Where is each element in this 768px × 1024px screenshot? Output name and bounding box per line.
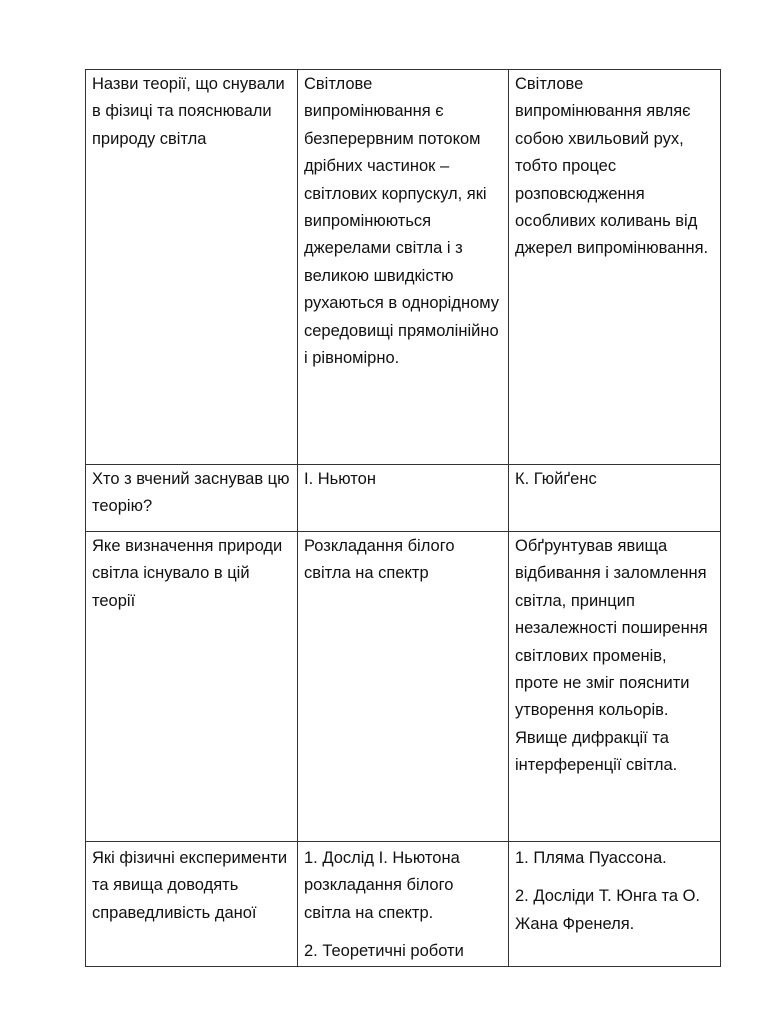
- question-cell: [86, 70, 298, 465]
- cell-paragraph: Обґрунтував явища відбивання і заломлення світла, принцип незалежності поширення світлових променів, проте не зміг пояснити утворення кольорів. Явище дифракції та інтерференції світла.: [515, 537, 708, 775]
- question-text: Яке визначення природи світла існувало в цій теорії: [92, 537, 283, 610]
- wave-theory-cell: [509, 70, 721, 465]
- question-cell: [86, 465, 298, 532]
- corpuscular-theory-cell: [298, 532, 509, 842]
- wave-theory-cell: [509, 532, 721, 842]
- cell-paragraph: Розкладання білого світла на спектр: [304, 537, 455, 583]
- question-text: Хто з вчений заснував цю теорію?: [92, 470, 290, 516]
- table-row: [86, 70, 721, 465]
- table-row: [86, 532, 721, 842]
- cell-paragraph: Світлове випромінювання являє собою хвильовий рух, тобто процес розповсюдження особливих коливань від джерел випромінювання.: [515, 75, 709, 258]
- table-row: [86, 465, 721, 532]
- wave-theory-cell: [509, 842, 721, 967]
- cell-paragraph: І. Ньютон: [304, 470, 376, 488]
- cell-paragraph: Світлове випромінювання є безперервним потоком дрібних частинок – світлових корпускул, які випромінюються джерелами світла і з великою швидкістю рухаються в однорідному середовищі прямолінійно і рівномірно.: [304, 75, 500, 368]
- question-cell: [86, 532, 298, 842]
- question-text: Які фізичні експерименти та явища доводять справедливість даної: [92, 849, 288, 922]
- cell-paragraph: 2. Досліди Т. Юнга та О. Жана Френеля.: [515, 887, 701, 933]
- question-cell: [86, 842, 298, 967]
- cell-paragraph: К. Гюйґенс: [515, 470, 597, 488]
- corpuscular-theory-cell: [298, 842, 509, 967]
- cell-paragraph: 1. Дослід І. Ньютона розкладання білого світла на спектр.: [304, 849, 460, 922]
- cell-paragraph: 2. Теоретичні роботи: [304, 942, 464, 961]
- table-row: [86, 842, 721, 967]
- wave-theory-cell: [509, 465, 721, 532]
- theories-comparison-table: [85, 69, 721, 967]
- cell-paragraph: 1. Пляма Пуассона.: [515, 849, 667, 867]
- corpuscular-theory-cell: [298, 465, 509, 532]
- corpuscular-theory-cell: [298, 70, 509, 465]
- question-text: Назви теорії, що снували в фізиці та пояснювали природу світла: [92, 75, 285, 148]
